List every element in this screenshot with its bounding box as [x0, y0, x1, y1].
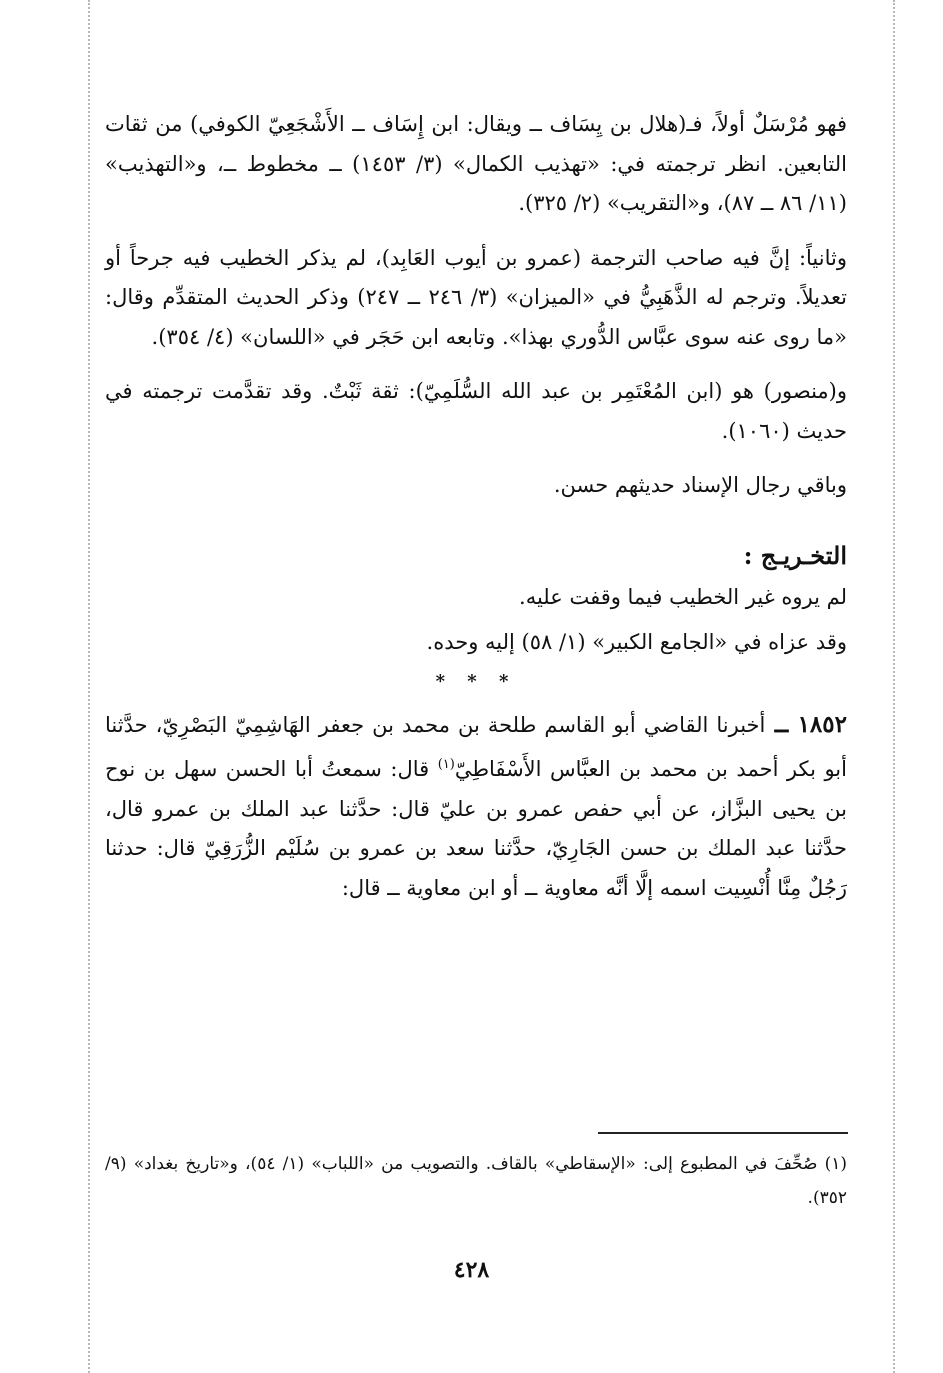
right-margin-rule	[893, 0, 895, 1373]
hadith-number: ١٨٥٢	[797, 710, 847, 738]
paragraph-mansur: و(منصور) هو (ابن المُعْتَمِر بن عبد الله السُّلَمِيّ): ثقة ثَبْتٌ. وقد تقدَّمت ترجمته في حديث (١٠٦٠).	[105, 379, 847, 443]
footnote-separator-rule	[598, 1132, 848, 1134]
section-separator: * * *	[435, 670, 517, 692]
page-body	[105, 105, 847, 923]
hadith-text-continued: قال: سمعتُ أبا الحسن سهل بن نوح بن يحيى البزَّاز، عن أبي حفص عمرو بن عليّ قال: حدَّثنا عبد الملك بن عمرو قال، حدَّثنا عبد الملك بن حسن الجَارِيّ، حدَّثنا سعد بن عمرو بن سُلَيْم الزُّرَقِيّ قال: حدثنا رَجُلٌ مِنَّا أُنْسِيت اسمه إلَّا أنَّه معاوية ــ أو ابن معاوية ــ قال:	[105, 757, 847, 900]
paragraph-second-reason: وثانياً: إنَّ فيه صاحب الترجمة (عمرو بن أيوب العَابِد)، لم يذكر الخطيب فيه جرحاً أو تعديلاً. وترجم له الذَّهَبِيُّ في «الميزان» (٣/ ٢٤٦ ــ ٢٤٧) وذكر الحديث المتقدِّم وقال: «ما روى عنه سوى عبَّاس الدُّوري بهذا». وتابعه ابن حَجَر في «اللسان» (٤/ ٣٥٤).	[105, 245, 847, 349]
hadith-text: أخبرنا القاضي أبو القاسم طلحة بن محمد بن جعفر الهَاشِمِيّ البَصْرِيّ، حدَّثنا أبو بكر أحمد بن محمد بن العبَّاس الأَسْفَاطِيّ	[105, 712, 847, 781]
paragraph-mursal: فهو مُرْسَلٌ أولاً، فـ(هلال بن يِسَاف ــ ويقال: ابن إِسَاف ــ الأَشْجَعِيّ الكوفي) من ثقات التابعين. انظر ترجمته في: «تهذيب الكمال» (٣/ ١٤٥٣) ــ مخطوط ــ، و«التهذيب» (١١/ ٨٦ ــ ٨٧)، و«التقريب» (٢/ ٣٢٥).	[105, 112, 847, 215]
hadith-paragraph	[105, 705, 847, 909]
takhrij-heading: التخـريـج :	[743, 540, 847, 570]
takhrij-line-2: وقد عزاه في «الجامع الكبير» (١/ ٥٨) إليه وحده.	[426, 630, 847, 654]
takhrij-line-1: لم يروه غير الخطيب فيما وقفت عليه.	[519, 584, 847, 609]
footnote: (١) صُحِّفَ في المطبوع إلى: «الإسقاطي» بالقاف. والتصويب من «اللباب» (١/ ٥٤)، و«تاريخ بغداد» (٩/ ٣٥٢).	[105, 1154, 847, 1208]
paragraph-remaining-narrators: وباقي رجال الإسناد حديثهم حسن.	[553, 473, 847, 497]
left-margin-rule	[88, 0, 90, 1373]
footnote-reference: (١)	[437, 757, 455, 772]
page-number: ٤٢٨	[453, 1257, 490, 1283]
hadith-dash: ــ	[765, 710, 798, 738]
